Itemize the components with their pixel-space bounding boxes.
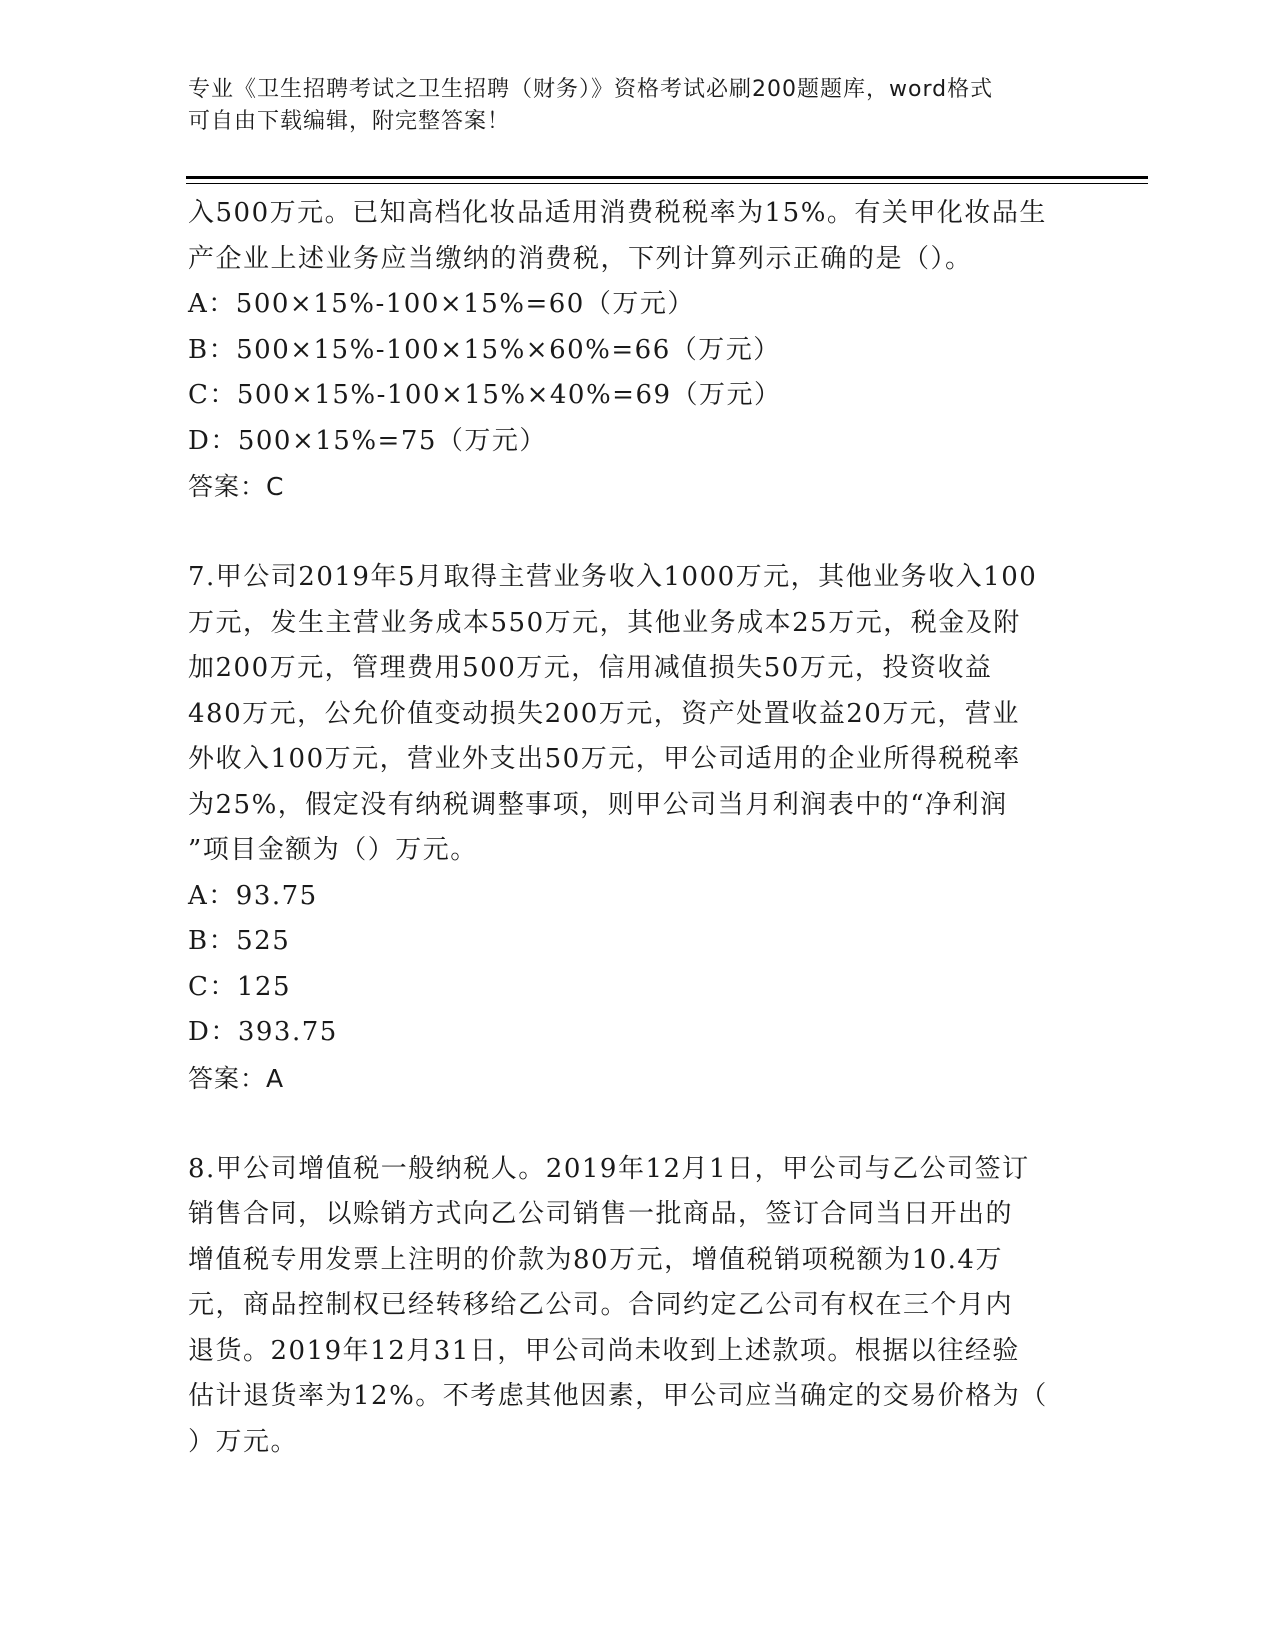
question-stem-line: 产企业上述业务应当缴纳的消费税，下列计算列示正确的是（）。 [188, 243, 973, 274]
question-6 [188, 191, 1088, 510]
header-divider-thin [186, 183, 1148, 184]
question-stem-line: ）万元。 [188, 1426, 299, 1457]
question-stem-line: ”项目金额为（）万元。 [188, 835, 478, 865]
option-d: D：500×15%=75（万元） [188, 425, 547, 456]
question-stem-line: 增值税专用发票上注明的价款为80万元，增值税销项税额为10.4万 [188, 1244, 1003, 1275]
question-stem-line: 加200万元，管理费用500万元，信用减值损失50万元，投资收益 [188, 653, 993, 683]
question-stem-line: 退货。2019年12月31日，甲公司尚未收到上述款项。根据以往经验 [188, 1335, 1020, 1366]
question-stem-line: 外收入100万元，营业外支出50万元，甲公司适用的企业所得税税率 [188, 744, 1021, 774]
option-d: D：393.75 [188, 1017, 338, 1047]
question-stem-line: 480万元，公允价值变动损失200万元，资产处置收益20万元，营业 [188, 698, 1020, 729]
question-8 [188, 1147, 1088, 1466]
option-a: A：93.75 [188, 880, 318, 911]
option-c: C：125 [188, 971, 292, 1002]
option-a: A：500×15%-100×15%=60（万元） [188, 289, 695, 319]
question-stem-line: 7.甲公司2019年5月取得主营业务收入1000万元，其他业务收入100 [188, 562, 1038, 592]
question-stem-line: 估计退货率为12%。不考虑其他因素，甲公司应当确定的交易价格为（ [188, 1381, 1048, 1411]
question-stem-line: 万元，发生主营业务成本550万元，其他业务成本25万元，税金及附 [188, 607, 1021, 638]
answer-label: 答案：A [188, 1063, 285, 1093]
document-body [188, 191, 1088, 1465]
question-7 [188, 555, 1088, 1101]
header-divider-thick [186, 176, 1148, 179]
question-spacer [188, 1101, 1088, 1147]
question-stem-line: 为25%，假定没有纳税调整事项，则甲公司当月利润表中的“净利润 [188, 789, 1008, 820]
question-stem-line: 8.甲公司增值税一般纳税人。2019年12月1日，甲公司与乙公司签订 [188, 1153, 1030, 1184]
question-stem-line: 元，商品控制权已经转移给乙公司。合同约定乙公司有权在三个月内 [188, 1290, 1014, 1320]
question-spacer [188, 510, 1088, 556]
question-stem-line: 销售合同，以赊销方式向乙公司销售一批商品，签订合同当日开出的 [188, 1199, 1014, 1229]
option-b: B：500×15%-100×15%×60%=66（万元） [188, 334, 781, 365]
option-b: B：525 [188, 926, 291, 956]
header-title-line-1: 专业《卫生招聘考试之卫生招聘（财务）》资格考试必刷200题题库，word格式 [188, 77, 994, 102]
header-title-line-2: 可自由下载编辑，附完整答案！ [188, 109, 511, 134]
option-c: C：500×15%-100×15%×40%=69（万元） [188, 380, 782, 410]
answer-label: 答案：C [188, 472, 285, 501]
page-header [188, 74, 1068, 138]
question-stem-line: 入500万元。已知高档化妆品适用消费税税率为15%。有关甲化妆品生 [188, 198, 1047, 228]
